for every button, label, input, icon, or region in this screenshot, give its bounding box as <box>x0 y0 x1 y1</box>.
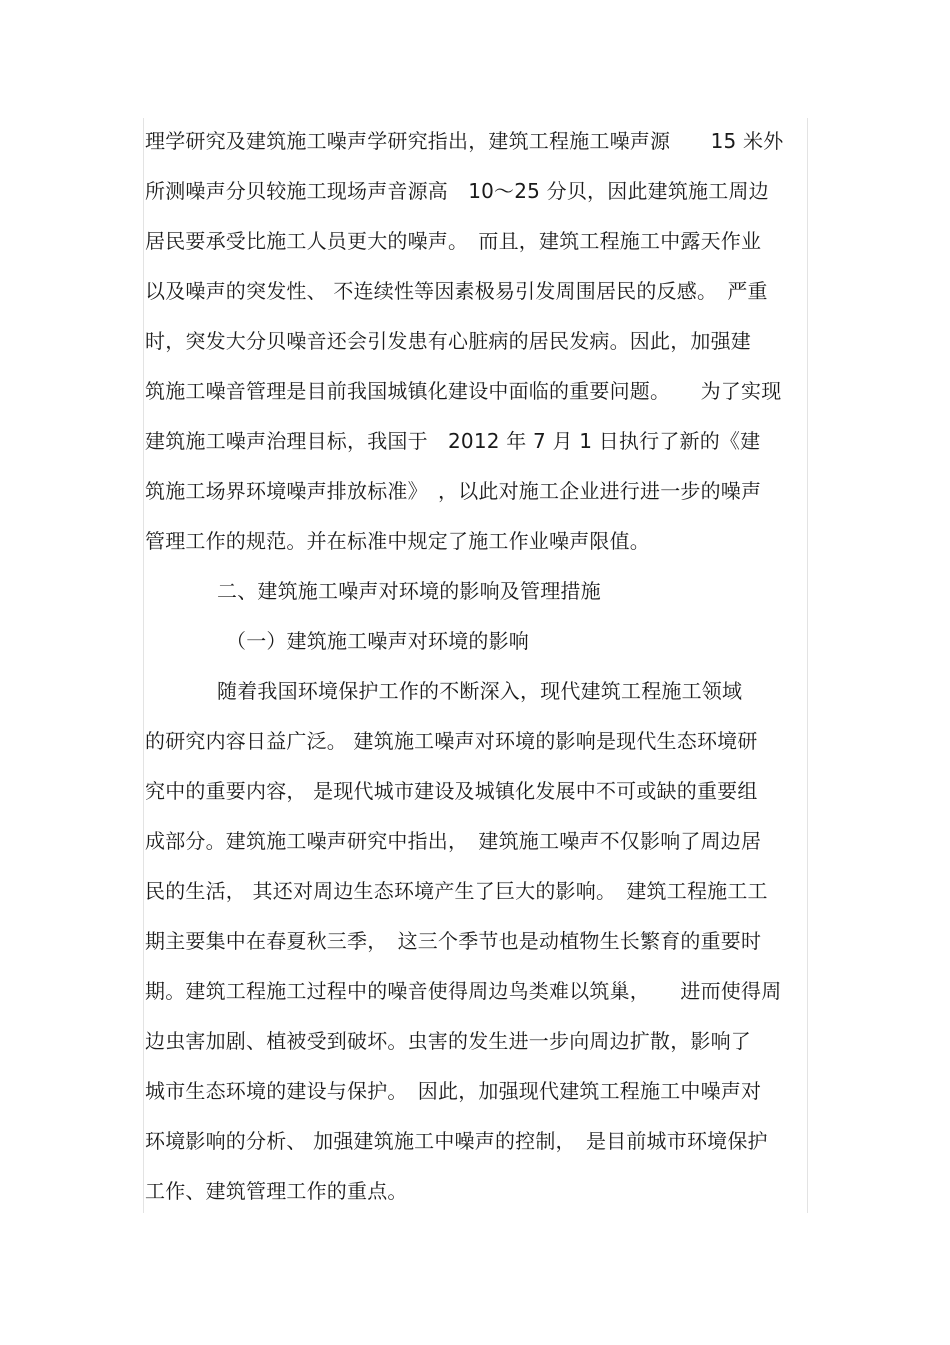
paragraph-line: 居民要承受比施工人员更大的噪声。 而且，建筑工程施工中露天作业 <box>145 229 762 253</box>
subsection-heading: （一）建筑施工噪声对环境的影响 <box>226 629 529 653</box>
paragraph-line: 民的生活， 其还对周边生态环境产生了巨大的影响。 建筑工程施工工 <box>145 879 768 903</box>
paragraph-line: 所测噪声分贝较施工现场声音源高 10～25 分贝，因此建筑施工周边 <box>145 179 769 203</box>
section-heading: 二、建筑施工噪声对环境的影响及管理措施 <box>217 579 601 603</box>
paragraph-line: 环境影响的分析、 加强建筑施工中噪声的控制， 是目前城市环境保护 <box>145 1129 768 1153</box>
paragraph-line: 筑施工噪音管理是目前我国城镇化建设中面临的重要问题。 为了实现 <box>145 379 782 403</box>
page-border-right <box>807 118 808 1213</box>
paragraph-line: 理学研究及建筑施工噪声学研究指出，建筑工程施工噪声源 15 米外 <box>145 129 784 153</box>
paragraph-line: 的研究内容日益广泛。 建筑施工噪声对环境的影响是现代生态环境研 <box>145 729 758 753</box>
paragraph-line: 建筑施工噪声治理目标，我国于 2012 年 7 月 1 日执行了新的《建 <box>145 429 761 453</box>
paragraph-line: 以及噪声的突发性、 不连续性等因素极易引发周围居民的反感。 严重 <box>145 279 768 303</box>
paragraph-line: 期。建筑工程施工过程中的噪音使得周边鸟类难以筑巢， 进而使得周 <box>145 979 782 1003</box>
paragraph-line: 时，突发大分贝噪音还会引发患有心脏病的居民发病。因此，加强建 <box>145 329 751 353</box>
paragraph-line: 边虫害加剧、植被受到破坏。虫害的发生进一步向周边扩散，影响了 <box>145 1029 751 1053</box>
paragraph-line: 随着我国环境保护工作的不断深入，现代建筑工程施工领域 <box>217 679 743 703</box>
page-border-left <box>143 118 144 1213</box>
paragraph-line: 城市生态环境的建设与保护。 因此，加强现代建筑工程施工中噪声对 <box>145 1079 762 1103</box>
paragraph-line: 期主要集中在春夏秋三季， 这三个季节也是动植物生长繁育的重要时 <box>145 929 762 953</box>
paragraph-line: 工作、建筑管理工作的重点。 <box>145 1179 408 1203</box>
paragraph-line: 筑施工场界环境噪声排放标准》 ，以此对施工企业进行进一步的噪声 <box>145 479 762 503</box>
paragraph-line: 成部分。建筑施工噪声研究中指出， 建筑施工噪声不仅影响了周边居 <box>145 829 762 853</box>
paragraph-line: 管理工作的规范。并在标准中规定了施工作业噪声限值。 <box>145 529 650 553</box>
paragraph-line: 究中的重要内容， 是现代城市建设及城镇化发展中不可或缺的重要组 <box>145 779 758 803</box>
